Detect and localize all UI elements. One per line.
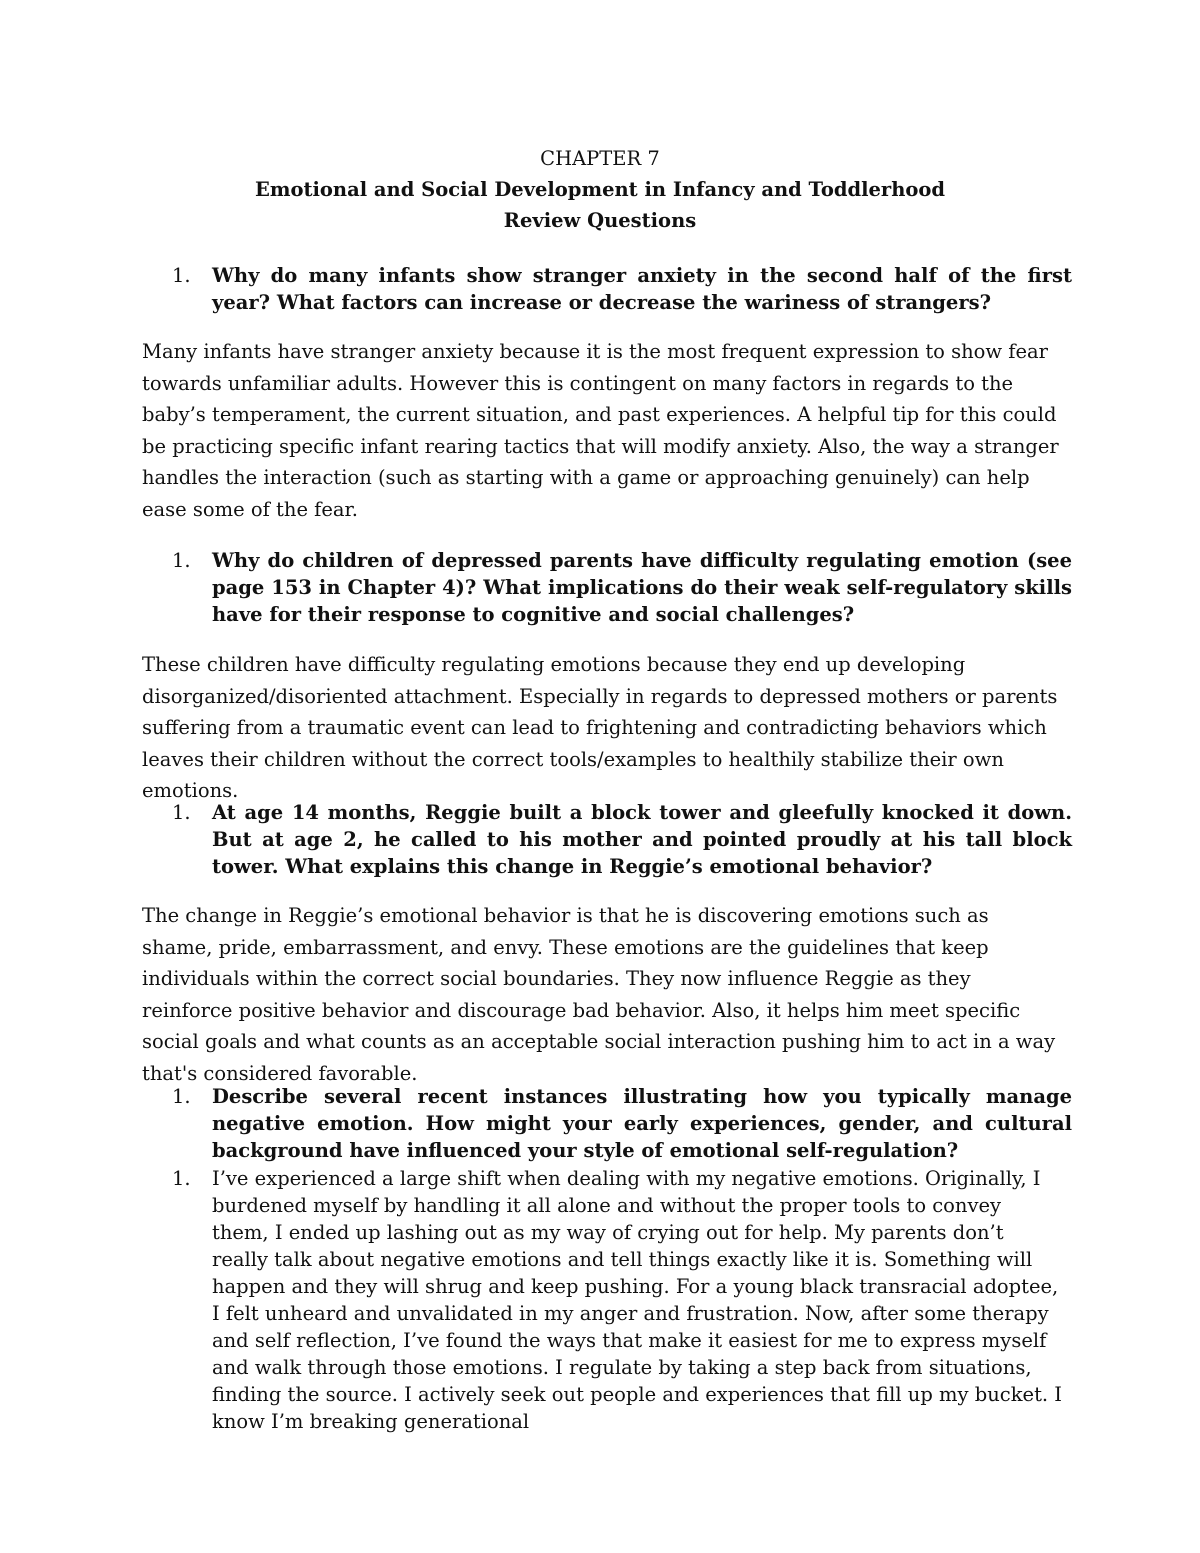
question-2	[172, 547, 1072, 628]
answer-1: Many infants have stranger anxiety because it is the most frequent expression to show fear towards unfamiliar adults. However this is contingent on many factors in regards to the baby’s temperament, the current situation, and past experiences. A helpful tip for this could be practicing specific infant rearing tactics that will modify anxiety. Also, the way a stranger handles the interaction (such as starting with a game or approaching genuinely) can help ease some of the fear.	[142, 340, 1059, 521]
question-text: At age 14 months, Reggie built a block tower and gleefully knocked it down. But at age 2, he called to his mother and pointed proudly at his tall block tower. What explains this change in Reggie’s emotional behavior?	[212, 801, 1072, 878]
question-4	[172, 1083, 1072, 1164]
question-text: Describe several recent instances illustrating how you typically manage negative emotion. How might your early experiences, gender, and cultural background have influenced your style of emotional self-regulation?	[212, 1085, 1072, 1162]
question-text: Why do many infants show stranger anxiety in the second half of the first year? What factors can increase or decrease the wariness of strangers?	[212, 264, 1072, 314]
answer-number: 1.	[172, 1167, 191, 1190]
document-header	[0, 143, 1200, 236]
question-number: 1.	[172, 264, 191, 287]
answer-text: I’ve experienced a large shift when dealing with my negative emotions. Originally, I burdened myself by handling it all alone and without the proper tools to convey them, I ended up lashing out as my way of crying out for help. My parents don’t really talk about negative emotions and tell things exactly like it is. Something will happen and they will shrug and keep pushing. For a young black transracial adoptee, I felt unheard and unvalidated in my anger and frustration. Now, after some therapy and self reflection, I’ve found the ways that make it easiest for me to express myself and walk through those emotions. I regulate by taking a step back from situations, finding the source. I actively seek out people and experiences that fill up my bucket. I know I’m breaking generational	[212, 1167, 1063, 1433]
document-subtitle: Review Questions	[503, 209, 697, 232]
question-3	[172, 799, 1072, 880]
question-number: 1.	[172, 549, 191, 572]
question-text: Why do children of depressed parents have difficulty regulating emotion (see page 153 in Chapter 4)? What implications do their weak self-regulatory skills have for their response to cognitive and social challenges?	[212, 549, 1072, 626]
chapter-heading: CHAPTER 7	[540, 147, 660, 170]
document-title: Emotional and Social Development in Infancy and Toddlerhood	[254, 178, 946, 201]
question-1	[172, 262, 1072, 316]
question-number: 1.	[172, 1085, 191, 1108]
answer-4	[172, 1165, 1062, 1435]
question-number: 1.	[172, 801, 191, 824]
answer-2: These children have difficulty regulating emotions because they end up developing disorganized/disoriented attachment. Especially in regards to depressed mothers or parents suffering from a traumatic event can lead to frightening and contradicting behaviors which leaves their children without the correct tools/examples to healthily stabilize their own emotions.	[142, 653, 1058, 802]
answer-3: The change in Reggie’s emotional behavior is that he is discovering emotions such as shame, pride, embarrassment, and envy. These emotions are the guidelines that keep individuals within the correct social boundaries. They now influence Reggie as they reinforce positive behavior and discourage bad behavior. Also, it helps him meet specific social goals and what counts as an acceptable social interaction pushing him to act in a way that's considered favorable.	[142, 904, 1056, 1085]
